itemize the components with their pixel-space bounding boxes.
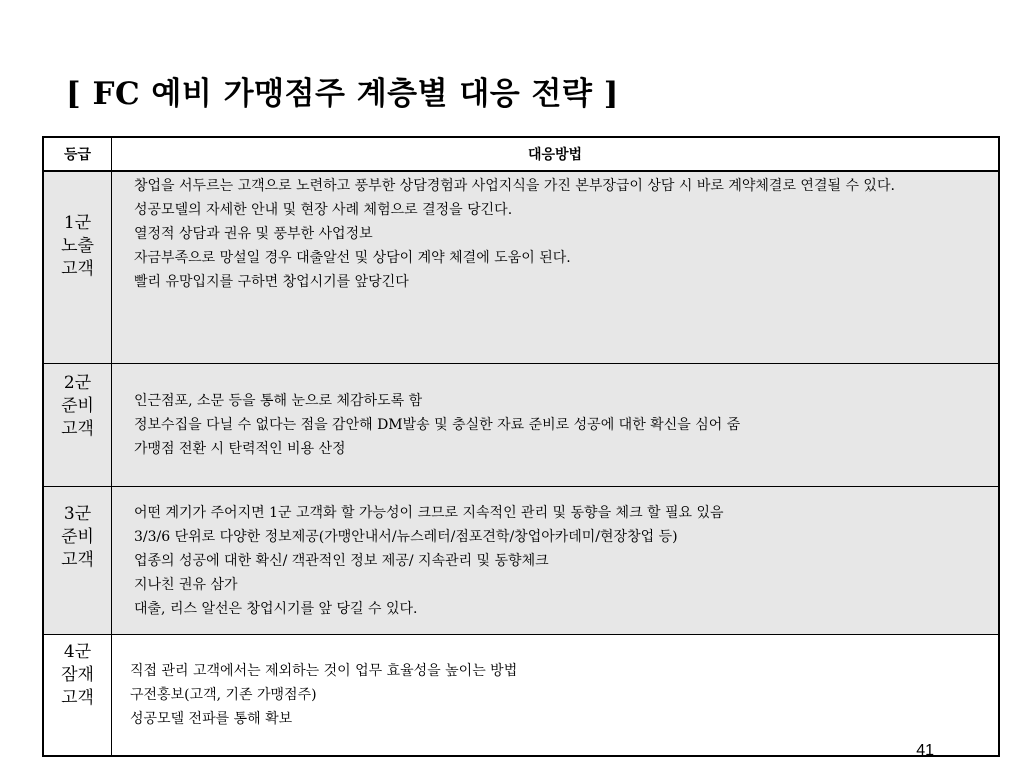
grade-cell — [43, 487, 112, 635]
grade-label: 2군 — [63, 373, 92, 393]
method-cell — [112, 635, 1000, 757]
page-number: 41 — [916, 742, 934, 759]
method-list — [112, 501, 998, 621]
grade-label: 4군 — [63, 642, 92, 662]
table-row — [43, 487, 999, 635]
grade-label: 준비 — [61, 396, 94, 416]
method-item: 인근점포, 소문 등을 통해 눈으로 체감하도록 함 — [134, 393, 423, 409]
method-cell — [112, 364, 1000, 487]
grade-label: 고객 — [61, 550, 94, 570]
grade-label: 노출 — [61, 236, 94, 256]
method-item: 가맹점 전환 시 탄력적인 비용 산정 — [134, 441, 346, 457]
grade-label: 고객 — [61, 419, 94, 439]
method-item: 창업을 서두르는 고객으로 노련하고 풍부한 상담경험과 사업지식을 가진 본부장급이 상담 시 바로 계약체결로 연결될 수 있다. — [134, 178, 895, 194]
method-item: 성공모델의 자세한 안내 및 현장 사례 체험으로 결정을 당긴다. — [134, 202, 513, 218]
table-row — [43, 171, 999, 364]
method-item: 어떤 계기가 주어지면 1군 고객화 할 가능성이 크므로 지속적인 관리 및 동향을 체크 할 필요 있음 — [134, 504, 724, 521]
method-item: 직접 관리 고객에서는 제외하는 것이 업무 효율성을 높이는 방법 — [130, 663, 518, 679]
grade-label: 준비 — [61, 527, 94, 547]
method-item: 정보수집을 다닐 수 없다는 점을 감안해 DM발송 및 충실한 자료 준비로 성공에 대한 확신을 심어 줌 — [134, 417, 741, 433]
method-cell — [112, 487, 1000, 635]
method-item: 열정적 상담과 권유 및 풍부한 사업정보 — [134, 226, 373, 242]
method-item: 업종의 성공에 대한 확신/ 객관적인 정보 제공/ 지속관리 및 동향체크 — [134, 552, 549, 569]
method-list — [112, 659, 998, 731]
grade-cell — [43, 171, 112, 364]
method-list — [112, 174, 998, 294]
grade-cell — [43, 635, 112, 757]
method-item: 지나친 권유 삼가 — [134, 576, 238, 593]
method-cell — [112, 171, 1000, 364]
method-item: 구전홍보(고객, 기존 가맹점주) — [130, 687, 317, 703]
grade-label: 고객 — [61, 259, 94, 279]
grade-cell — [43, 364, 112, 487]
table-row — [43, 635, 999, 757]
method-item: 자금부족으로 망설일 경우 대출알선 및 상담이 계약 체결에 도움이 된다. — [134, 250, 571, 266]
method-list — [112, 389, 998, 461]
grade-label: 고객 — [61, 688, 94, 708]
method-item: 대출, 리스 알선은 창업시기를 앞 당길 수 있다. — [134, 600, 418, 617]
grade-label: 3군 — [63, 504, 92, 524]
grade-label: 1군 — [63, 213, 92, 233]
strategy-table — [42, 136, 1000, 757]
table-row — [43, 364, 999, 487]
method-item: 성공모델 전파를 통해 확보 — [130, 711, 293, 727]
slide-title: [ FC 예비 가맹점주 계층별 대응 전략 ] — [66, 76, 619, 112]
grade-header: 등급 — [43, 137, 112, 171]
table-header-row — [43, 137, 999, 171]
method-header: 대응방법 — [112, 137, 1000, 171]
method-item: 빨리 유망입지를 구하면 창업시기를 앞당긴다 — [134, 274, 409, 290]
grade-label: 잠재 — [61, 665, 94, 685]
method-item: 3/3/6 단위로 다양한 정보제공(가맹안내서/뉴스레터/점포견학/창업아카데미/현장창업 등) — [134, 528, 678, 545]
